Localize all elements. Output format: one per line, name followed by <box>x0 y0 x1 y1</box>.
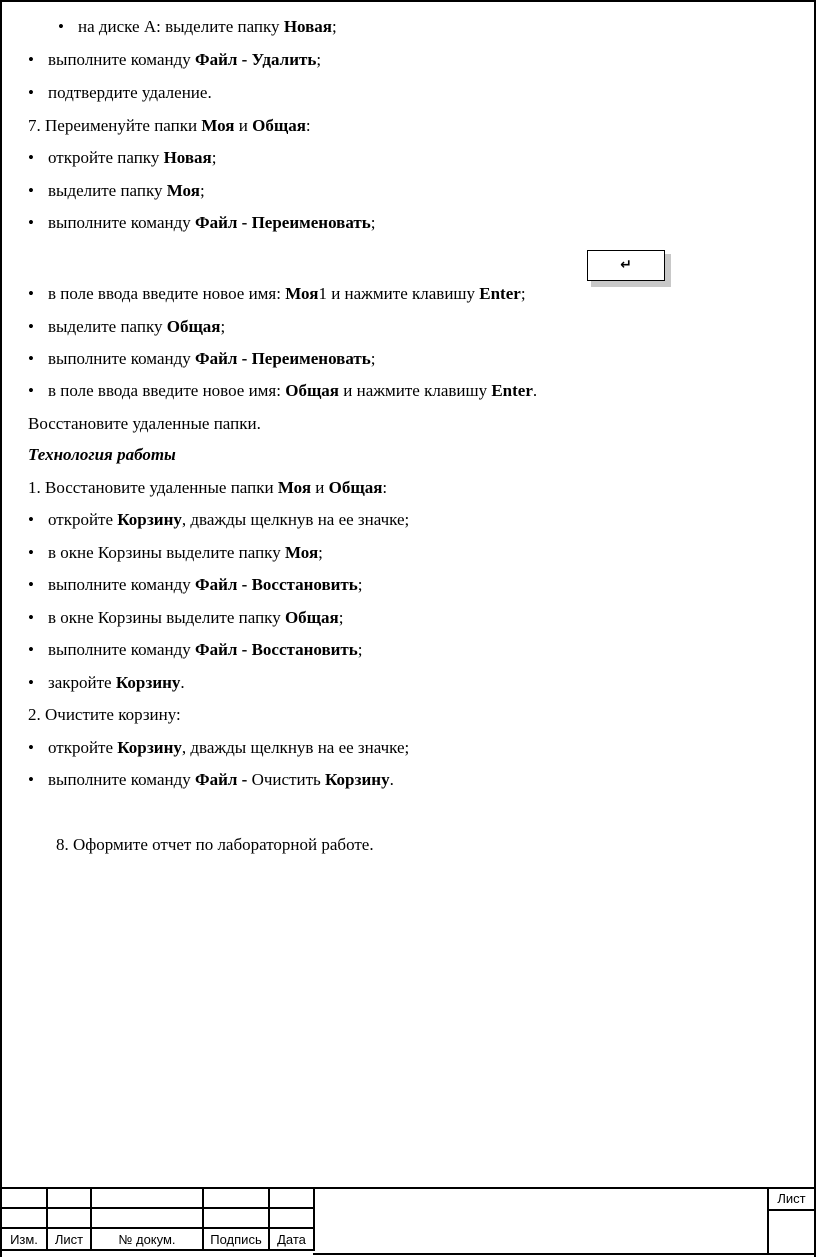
text-segment: выполните команду <box>48 640 195 659</box>
text-segment: ; <box>199 181 205 200</box>
bullet-marker: • <box>28 284 34 303</box>
text-segment: Общая <box>284 608 339 627</box>
text-segment: 7. Переименуйте папки <box>28 116 202 135</box>
bullet-marker: • <box>28 770 34 789</box>
text-segment: Файл - <box>194 770 252 789</box>
text-segment: ; <box>220 317 226 336</box>
text-segment: закройте <box>48 673 116 692</box>
bullet-marker: • <box>28 148 34 167</box>
stamp-label-list: Лист <box>47 1228 91 1250</box>
text-segment: Корзину <box>117 738 182 757</box>
text-segment: : <box>305 116 311 135</box>
text-segment: в окне Корзины выделите папку <box>48 608 285 627</box>
title-block-main-field <box>313 1187 816 1255</box>
text-segment: Новая <box>283 17 332 36</box>
text-segment: выполните команду <box>48 770 195 789</box>
paragraph <box>28 477 387 499</box>
bullet-marker: • <box>28 349 34 368</box>
text-segment: Моя <box>166 181 200 200</box>
sheet-label: Лист <box>769 1189 814 1211</box>
paragraph <box>28 115 311 137</box>
text-segment: Enter <box>491 381 533 400</box>
text-segment: 1 и нажмите клавишу <box>318 284 480 303</box>
bullet-marker: • <box>28 181 34 200</box>
text-segment: Файл - Переименовать <box>194 213 371 232</box>
text-segment: Общая <box>166 317 221 336</box>
text-segment: и <box>311 478 329 497</box>
text-segment: Файл - Восстановить <box>194 640 358 659</box>
text-segment: ; <box>357 640 363 659</box>
text-segment: Корзину <box>325 770 390 789</box>
text-segment: в поле ввода введите новое имя: <box>48 284 286 303</box>
bullet-marker: • <box>28 640 34 659</box>
stamp-label-signature: Подпись <box>203 1228 269 1250</box>
text-segment: Корзину <box>115 673 181 692</box>
paragraph <box>56 834 374 856</box>
text-segment: Файл - Переименовать <box>194 349 371 368</box>
stamp-label-doc-number: № докум. <box>91 1228 203 1250</box>
text-segment: 1. Восстановите удаленные папки <box>28 478 278 497</box>
text-segment: , дважды щелкнув на ее значке; <box>181 510 410 529</box>
text-segment: Моя <box>201 116 235 135</box>
text-segment: ; <box>357 575 363 594</box>
text-segment: ; <box>316 50 322 69</box>
text-segment: . <box>532 381 538 400</box>
bullet-marker: • <box>28 575 34 594</box>
text-segment: Восстановите удаленные папки. <box>28 414 261 433</box>
text-segment: выполните команду <box>48 213 195 232</box>
text-segment: Технология работы <box>28 445 176 464</box>
section-heading <box>28 444 176 466</box>
bullet-marker: • <box>28 317 34 336</box>
bullet-marker: • <box>28 50 34 69</box>
bullet-marker: • <box>28 83 34 102</box>
text-segment: Общая <box>252 116 306 135</box>
text-segment: откройте папку <box>48 148 164 167</box>
text-segment: Общая <box>328 478 383 497</box>
text-segment: ; <box>370 213 376 232</box>
paragraph <box>28 413 261 435</box>
text-segment: и нажмите клавишу <box>339 381 492 400</box>
bullet-marker: • <box>28 213 34 232</box>
text-segment: . <box>180 673 185 692</box>
bullet-marker: • <box>28 738 34 757</box>
text-segment: подтвердите удаление. <box>48 83 212 102</box>
text-segment: выполните команду <box>48 575 195 594</box>
text-segment: Enter <box>479 284 521 303</box>
text-segment: Корзину <box>117 510 182 529</box>
title-block <box>0 1187 816 1257</box>
text-segment: и <box>234 116 253 135</box>
text-segment: в окне Корзины выделите папку <box>48 543 285 562</box>
bullet-marker: • <box>28 381 34 400</box>
text-segment: Новая <box>163 148 212 167</box>
text-segment: 8. Оформите отчет по лабораторной работе. <box>56 835 374 854</box>
text-segment: Моя <box>285 284 319 303</box>
text-segment: выполните команду <box>48 50 195 69</box>
bullet-marker: • <box>28 543 34 562</box>
text-segment: : <box>382 478 388 497</box>
sheet-number-box <box>767 1189 814 1255</box>
text-segment: ; <box>318 543 323 562</box>
text-segment: . <box>389 770 394 789</box>
text-segment: откройте <box>48 738 118 757</box>
text-segment: ; <box>370 349 376 368</box>
text-segment: ; <box>520 284 526 303</box>
text-segment: 2. Очистите корзину: <box>28 705 181 724</box>
text-segment: Очистить <box>251 770 326 789</box>
text-segment: ; <box>211 148 217 167</box>
text-segment: выделите папку <box>48 181 167 200</box>
text-segment: откройте <box>48 510 118 529</box>
text-segment: в поле ввода введите новое имя: <box>48 381 286 400</box>
text-segment: выделите папку <box>48 317 167 336</box>
bullet-marker: • <box>28 510 34 529</box>
text-segment: Моя <box>277 478 312 497</box>
text-segment: Файл - Удалить <box>194 50 317 69</box>
enter-key-illustration <box>587 250 669 286</box>
bullet-marker: • <box>28 608 34 627</box>
bullet-marker: • <box>58 17 64 36</box>
text-segment: на диске А: выделите папку <box>78 17 284 36</box>
enter-key-glyph: ↵ <box>587 250 665 281</box>
stamp-label-izm: Изм. <box>1 1228 47 1250</box>
text-segment: ; <box>332 17 337 36</box>
title-block-grid <box>0 1187 315 1251</box>
stamp-label-date: Дата <box>269 1228 314 1250</box>
text-segment: выполните команду <box>48 349 195 368</box>
text-segment: Файл - Восстановить <box>194 575 358 594</box>
text-segment: Моя <box>284 543 319 562</box>
bullet-marker: • <box>28 673 34 692</box>
paragraph <box>28 704 181 726</box>
text-segment: Общая <box>285 381 340 400</box>
text-segment: , дважды щелкнув на ее значке; <box>181 738 410 757</box>
text-segment: ; <box>338 608 344 627</box>
